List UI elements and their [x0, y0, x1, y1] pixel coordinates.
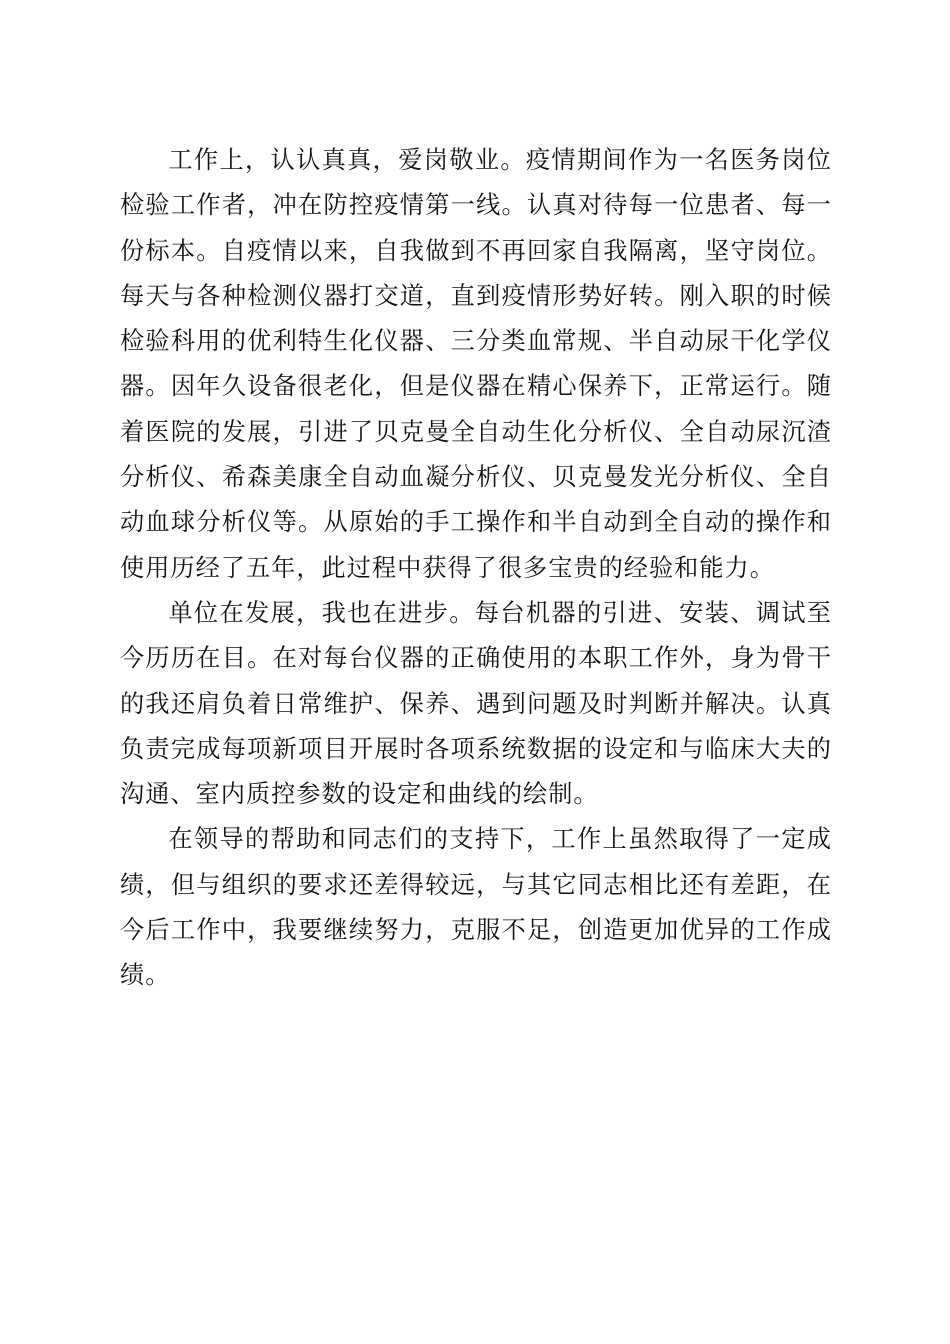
paragraph-work-duties: 工作上，认认真真，爱岗敬业。疫情期间作为一名医务岗位检验工作者，冲在防控疫情第一线。认真对待每一位患者、每一份标本。自疫情以来，自我做到不再回家自我隔离，坚守岗位。每天与各种检测仪器打交道，直到疫情形势好转。刚入职的时候检验科用的优利特生化仪器、三分类血常规、半自动尿干化学仪器。因年久设备很老化，但是仪器在精心保养下，正常运行。随着医院的发展，引进了贝克曼全自动生化分析仪、全自动尿沉渣分析仪、希森美康全自动血凝分析仪、贝克曼发光分析仪、全自动血球分析仪等。从原始的手工操作和半自动到全自动的操作和使用历经了五年，此过程中获得了很多宝贵的经验和能力。: [120, 146, 832, 582]
document-body: [120, 138, 832, 999]
paragraph-progress: 单位在发展，我也在进步。每台机器的引进、安装、调试至今历历在目。在对每台仪器的正确使用的本职工作外，身为骨干的我还肩负着日常维护、保养、遇到问题及时判断并解决。认真负责完成每项新项目开展时各项系统数据的设定和与临床大夫的沟通、室内质控参数的设定和曲线的绘制。: [120, 598, 832, 809]
paragraph-conclusion: 在领导的帮助和同志们的支持下，工作上虽然取得了一定成绩，但与组织的要求还差得较远，与其它同志相比还有差距，在今后工作中，我要继续努力，克服不足，创造更加优异的工作成绩。: [120, 825, 832, 990]
